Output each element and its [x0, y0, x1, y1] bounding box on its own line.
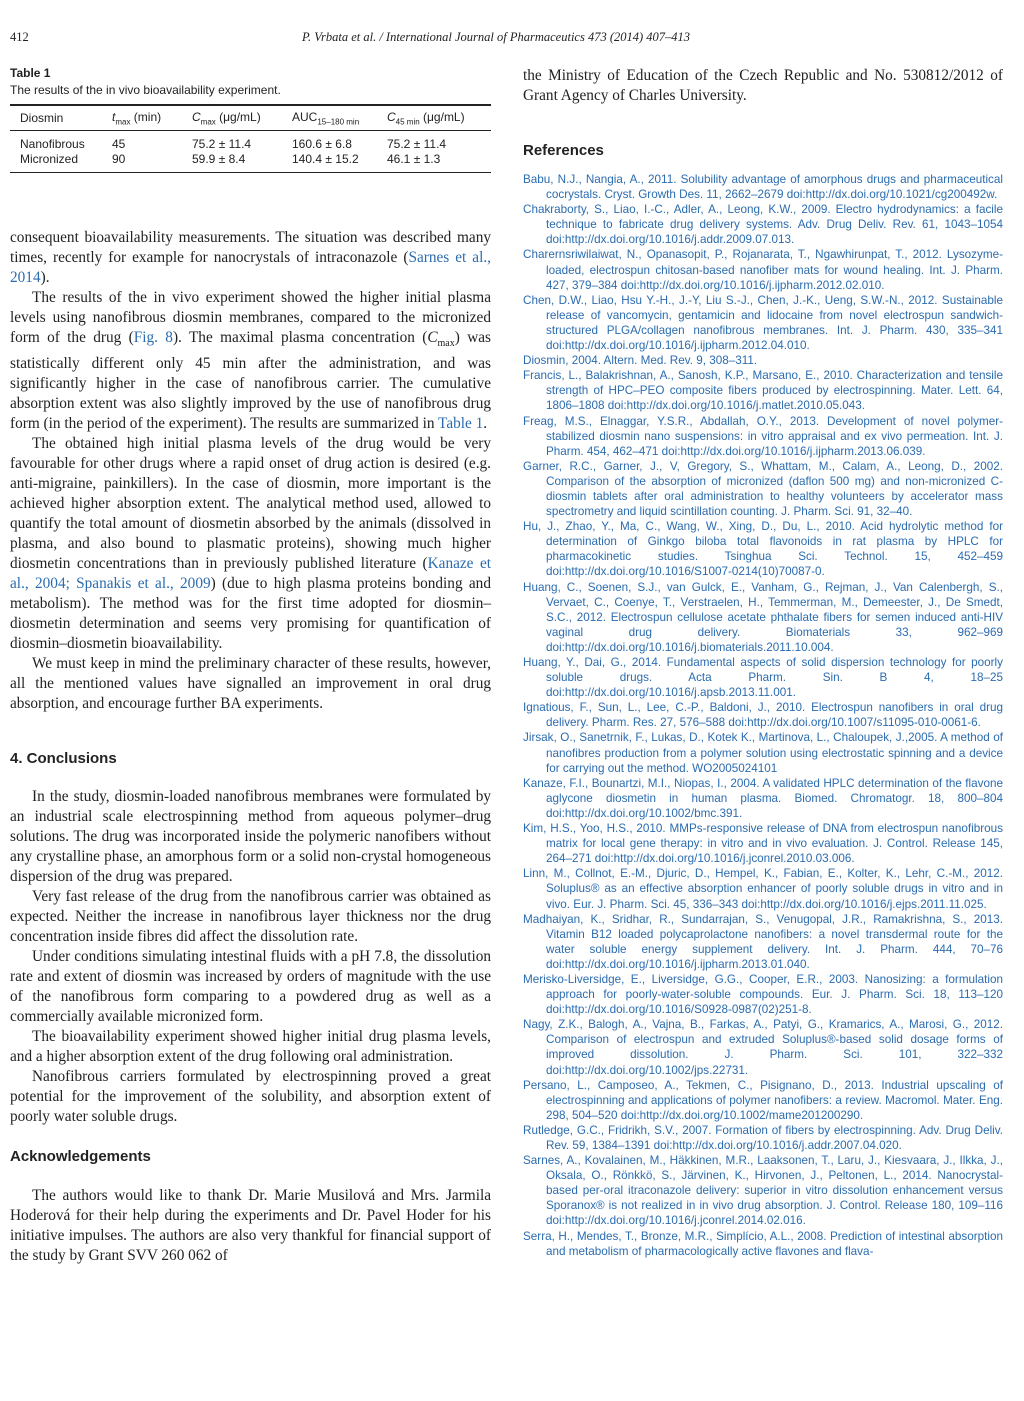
reference-item[interactable]: Serra, H., Mendes, T., Bronze, M.R., Simplício, A.L., 2008. Prediction of intestinal absorption and metabolism of pharmacologically active flavones and flava- [523, 1229, 1003, 1258]
table-header-cell: $C_{max}$ (μg/mL) [182, 105, 282, 131]
reference-item[interactable]: Babu, N.J., Nangia, A., 2011. Solubility advantage of amorphous drugs and pharmaceutical cocrystals. Cryst. Growth Des. 11, 2662–2679 doi:http://dx.doi.org/10.1021/cg200492w. [523, 173, 1003, 202]
acknowledgements-text [10, 1186, 491, 1266]
table-header-cell: $AUC_{15-180 min}$ [282, 105, 377, 131]
reference-list [523, 172, 1003, 1259]
paragraph: We must keep in mind the preliminary character of these results, however, all the mentioned values have signalled an improvement in oral drug absorption, and encourage further BA experiments. [10, 655, 491, 713]
reference-item[interactable]: Persano, L., Camposeo, A., Tekmen, C., Pisignano, D., 2013. Industrial upscaling of electrospinning and applications of polymer nanofibers: a review. Macromol. Mater. Eng. 298, 504–520 doi:http://dx.doi.org/10.1002/mame201200290. [523, 1078, 1003, 1122]
paragraph: The obtained high initial plasma levels of the drug would be very favourable for other drugs where a rapid onset of drug action is desired (e.g. anti-migraine, painkillers). In the case of diosmin, more important is the achieved higher absorption extent. The analytical method used, allowed to quantify the total amount of diosmetin absorbed by the animals (dissolved in plasma, and also bound to plasmatic proteins), showing much higher diosmetin concentrations than in previously published literature (Kanaze et al., 2004; Spanakis et al., 2009) (due to high plasma proteins bonding and metabolism). The method was for the first time adopted for diosmin–diosmetin determination and seems very promising for quantification of diosmin–diosmetin bioavailability. [10, 435, 491, 653]
paragraph: The authors would like to thank Dr. Marie Musilová and Mrs. Jarmila Hoderová for their help during the experiments and Dr. Pavel Hoder for his initiative impulses. The authors are also very thankful for financial support of the study by Grant SVV 260 062 of [10, 1187, 491, 1265]
page-number: 412 [10, 30, 29, 44]
citation-link[interactable]: Sarnes et al., 2014 [10, 249, 491, 287]
section-heading-conclusions: 4. Conclusions [10, 750, 117, 768]
reference-item[interactable]: Diosmin, 2004. Altern. Med. Rev. 9, 308–311. [523, 354, 758, 368]
table-row [10, 152, 491, 173]
reference-item[interactable]: Chakraborty, S., Liao, I.-C., Adler, A., Leong, K.W., 2009. Electro hydrodynamics: a facile technique to fabricate drug delivery systems. Adv. Drug Deliv. Rev. 61, 1043–1054 doi:http://dx.doi.org/10.1016/j.addr.2009.07.013. [523, 203, 1003, 247]
table-cell: 75.2 ± 11.4 [387, 137, 447, 152]
conclusions-text [10, 787, 491, 1127]
section-heading-acknowledgements: Acknowledgements [10, 1148, 151, 1166]
table-caption: The results of the in vivo bioavailability experiment. [10, 83, 281, 97]
paragraph: The results of the in vivo experiment showed the higher initial plasma levels using nanofibrous diosmin membranes, compared to the micronized form of the drug (Fig. 8). The maximal plasma concentration $(C_{max})$ was statistically different only 45 min after the administration, and was significantly higher in the case of nanofibrous carrier. The cumulative absorption extent was also slightly improved by the use of nanofibrous drug form (in the period of the experiment). The results are summarized in Table 1. [10, 289, 491, 433]
reference-item[interactable]: Kanaze, F.I., Bounartzi, M.I., Niopas, I., 2004. A validated HPLC determination of the flavone aglycone diosmetin in human plasma. Biomed. Chromatogr. 18, 800–804 doi:http://dx.doi.org/10.1002/bmc.391. [523, 776, 1003, 820]
paragraph: In the study, diosmin-loaded nanofibrous membranes were formulated by an industrial scale electrospinning method from aqueous polymer–drug solutions. The drug was incorporated inside the polymeric nanofibers without any crystalline phase, an amorphous form or a solid non-crystal homogeneous dispersion of the drug was prepared. [10, 788, 491, 886]
paragraph: Under conditions simulating intestinal fluids with a pH 7.8, the dissolution rate and extent of diosmin was increased by orders of magnitude with the use of the nanofibrous form comparing to a powdered drug as well as a commercially available micronized form. [10, 948, 491, 1026]
left-column [10, 66, 491, 1266]
reference-item[interactable]: Charernsriwilaiwat, N., Opanasopit, P., Rojanarata, T., Ngawhirunpat, T., 2012. Lysozyme-loaded, electrospun chitosan-based nanofiber mats for wound healing. Int. J. Pharm. 427, 379–384 doi:http://dx.doi.org/10.1016/j.ijpharm.2012.02.010. [523, 248, 1003, 292]
paragraph: Nanofibrous carriers formulated by electrospinning proved a great potential for the improvement of the solubility, and absorption extent of poorly water soluble drugs. [10, 1068, 491, 1126]
table-cell: 46.1 ± 1.3 [387, 152, 441, 167]
reference-item[interactable]: Ignatious, F., Sun, L., Lee, C.-P., Baldoni, J., 2010. Electrospun nanofibers in oral drug delivery. Pharm. Res. 27, 576–588 doi:http://dx.doi.org/10.1007/s11095-010-0061-6. [523, 701, 1003, 730]
table-cell: 160.6 ± 6.8 [292, 137, 352, 152]
reference-item[interactable]: Linn, M., Collnot, E.-M., Djuric, D., Hempel, K., Fabian, E., Kolter, K., Lehr, C.-M., 2012. Soluplus® as an effective absorption enhancer of poorly soluble drugs in vitro and in vivo. Eur. J. Pharm. Sci. 45, 336–343 doi:http://dx.doi.org/10.1016/j.ejps.2011.11.025. [523, 867, 1003, 911]
reference-item[interactable]: Nagy, Z.K., Balogh, A., Vajna, B., Farkas, A., Patyi, G., Kramarics, A., Marosi, G., 2012. Comparison of electrospun and extruded Soluplus®-based solid dosage forms of improved dissolution. J. Pharm. Sci. 101, 322–332 doi:http://dx.doi.org/10.1002/jps.22731. [523, 1018, 1003, 1077]
table-link[interactable]: Table 1 [438, 415, 484, 433]
reference-item[interactable]: Kim, H.S., Yoo, H.S., 2010. MMPs-responsive release of DNA from electrospun nanofibrous matrix for local gene therapy: in vitro and in vivo evaluation. J. Control. Release 145, 264–271 doi:http://dx.doi.org/10.1016/j.jconrel.2010.03.006. [523, 822, 1003, 866]
reference-item[interactable]: Madhaiyan, K., Sridhar, R., Sundarrajan, S., Venugopal, J.R., Ramakrishna, S., 2013. Vitamin B12 loaded polycaprolactone nanofibers: a novel transdermal route for the water soluble energy supplement delivery. Int. J. Pharm. 444, 70–76 doi:http://dx.doi.org/10.1016/j.ijpharm.2013.01.040. [523, 912, 1003, 971]
reference-item[interactable]: Chen, D.W., Liao, Hsu Y.-H., J.-Y, Liu S.-J., Chen, J.-K., Ueng, S.W.-N., 2012. Sustainable release of vancomycin, gentamicin and lidocaine from novel electrospun sandwich-structured PLGA/collagen nanofibrous membranes. Int. J. Pharm. 430, 335–341 doi:http://dx.doi.org/10.1016/j.ijpharm.2012.04.010. [523, 293, 1003, 353]
table-cell: Nanofibrous [20, 137, 85, 152]
journal-citation-header: P. Vrbata et al. / International Journal of Pharmaceutics 473 (2014) 407–413 [302, 30, 691, 44]
reference-item[interactable]: Hu, J., Zhao, Y., Ma, C., Wang, W., Xing, D., Du, L., 2010. Acid hydrolytic method for determination of Ginkgo biloba total flavonoids in rat plasma by HPLC for pharmacokinetic studies. Tsinghua Sci. Technol. 15, 452–459 doi:http://dx.doi.org/10.1016/S1007-0214(10)70087-0. [523, 520, 1003, 579]
table-cell: 90 [112, 152, 126, 167]
section-heading-references: References [523, 142, 604, 159]
table-header-cell: $t_{max}$ (min) [102, 105, 182, 131]
reference-item[interactable]: Francis, L., Balakrishnan, A., Sanosh, K.P., Marsano, E., 2010. Characterization and tensile strength of HPC–PEO composite fibers produced by electrospinning. Mater. Lett. 64, 1806–1808 doi:http://dx.doi.org/10.1016/j.matlet.2010.05.043. [523, 369, 1003, 413]
table-cell: 75.2 ± 11.4 [192, 137, 252, 152]
figure-link[interactable]: Fig. 8 [133, 329, 173, 347]
table-cell: 45 [112, 137, 126, 152]
table-cell: Micronized [20, 152, 79, 167]
right-column [523, 66, 1003, 1259]
paragraph: The bioavailability experiment showed higher initial drug plasma levels, and a higher absorption extent of the drug following oral administration. [10, 1028, 491, 1066]
reference-item[interactable]: Merisko-Liversidge, E., Liversidge, G.G., Cooper, E.R., 2003. Nanosizing: a formulation approach for poorly-water-soluble compounds. Eur. J. Pharm. Sci. 18, 113–120 doi:http://dx.doi.org/10.1016/S0928-0987(02)251-8. [523, 972, 1003, 1017]
reference-item[interactable]: Huang, Y., Dai, G., 2014. Fundamental aspects of solid dispersion technology for poorly soluble drugs. Acta Pharm. Sin. B 4, 18–25 doi:http://dx.doi.org/10.1016/j.apsb.2013.11.001. [523, 656, 1003, 700]
table-cell: 140.4 ± 15.2 [292, 152, 359, 167]
paragraph: Very fast release of the drug from the nanofibrous carrier was obtained as expected. Neither the increase in nanofibrous layer thickness nor the drug concentration inside fibres did affect the dissolution rate. [10, 888, 491, 946]
results-discussion-text [10, 228, 491, 714]
acknowledgements-continuation: the Ministry of Education of the Czech Republic and No. 530812/2012 of Grant Agency of Charles University. [523, 67, 1003, 104]
reference-item[interactable]: Rutledge, G.C., Fridrikh, S.V., 2007. Formation of fibers by electrospinning. Adv. Drug Deliv. Rev. 59, 1384–1391 doi:http://dx.doi.org/10.1016/j.addr.2007.04.020. [523, 1123, 1003, 1152]
table-label: Table 1 [10, 66, 51, 80]
table-cell: 59.9 ± 8.4 [192, 152, 246, 167]
table-header-cell: Diosmin [10, 105, 102, 131]
citation-link[interactable]: Kanaze et al., 2004; Spanakis et al., 2009 [10, 555, 491, 593]
table-header-cell: $C_{45 min}$ (μg/mL) [377, 105, 491, 131]
results-table [10, 104, 491, 173]
paragraph: consequent bioavailability measurements. The situation was described many times, recently for example for nanocrystals of intraconazole (Sarnes et al., 2014). [10, 229, 491, 287]
table-row [10, 131, 491, 153]
running-header [10, 30, 1010, 48]
reference-item[interactable]: Garner, R.C., Garner, J., V, Gregory, S., Whattam, M., Calam, A., Leong, D., 2002. Comparison of the absorption of micronized (daflon 500 mg) and non-micronized C-diosmin tablets after oral administration to healthy volunteers by accelerator mass spectrometry and liquid scintillation counting. J. Pharm. Sci. 91, 32–40. [523, 459, 1003, 519]
reference-item[interactable]: Huang, C., Soenen, S.J., van Gulck, E., Vanham, G., Rejman, J., Van Calenbergh, S., Vervaet, C., Coenye, T., Verstraelen, H., Temmerman, M., Demeester, J., De Smedt, S.C., 2012. Electrospun cellulose acetate phthalate fibers for semen induced anti-HIV vaginal drug delivery. Biomaterials 33, 962–969 doi:http://dx.doi.org/10.1016/j.biomaterials.2011.10.004. [523, 580, 1003, 654]
reference-item[interactable]: Freag, M.S., Elnaggar, Y.S.R., Abdallah, O.Y., 2013. Development of novel polymer-stabilized diosmin nano suspensions: in vitro appraisal and ex vivo permeation. Int. J. Pharm. 454, 462–471 doi:http://dx.doi.org/10.1016/j.ijpharm.2013.06.039. [523, 414, 1003, 458]
reference-item[interactable]: Sarnes, A., Kovalainen, M., Häkkinen, M.R., Laaksonen, T., Laru, J., Kiesvaara, J., Ilkka, J., Oksala, O., Rönkkö, S., Järvinen, K., Hirvonen, J., Peltonen, L., 2014. Nanocrystal-based per-oral itraconazole delivery: superior in vitro dissolution enhancement versus Sporanox® is not realized in in vivo drug absorption. J. Control. Release 180, 109–116 doi:http://dx.doi.org/10.1016/j.jconrel.2014.02.016. [523, 1154, 1003, 1228]
reference-item[interactable]: Jirsak, O., Sanetrnik, F., Lukas, D., Kotek K., Martinova, L., Chaloupek, J.,2005. A method of nanofibres production from a polymer solution using electrostatic spinning and a device for carrying out the method. WO2005024101 [523, 731, 1003, 775]
